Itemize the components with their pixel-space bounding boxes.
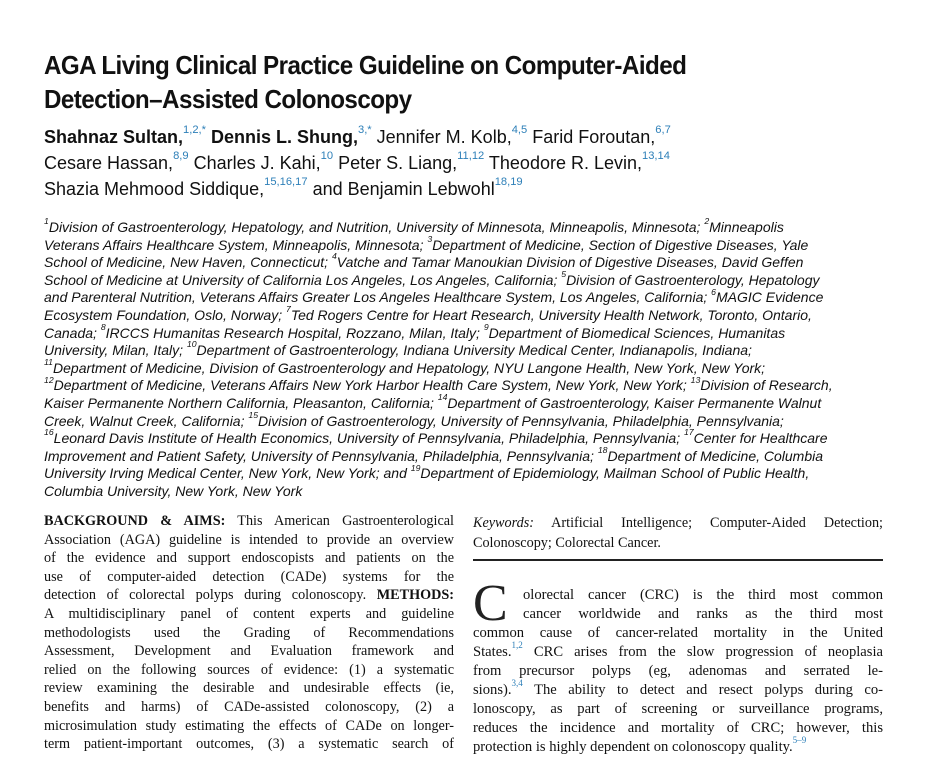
affiliation-line — [44, 233, 929, 255]
affiliation-text: Division of Gastroenterology, Hepatology — [566, 271, 820, 288]
affiliation-line — [44, 268, 929, 290]
affiliation-text: and Parenteral Nutrition, Veterans Affairs Greater Los Angeles Healthcare System, Los Angeles, California; — [44, 289, 712, 306]
affiliation-line — [44, 444, 929, 466]
affiliation-number: 15 — [248, 409, 259, 420]
body-text: lonoscopy, as part of screening or surveillance programs, — [473, 701, 883, 717]
intro-body — [473, 586, 883, 757]
abstract-line: of the evidence and support endoscopists and patients on the — [44, 550, 454, 567]
body-line — [473, 700, 883, 719]
abstract-line: relied on the following sources of evidence: (1) a systematic — [44, 661, 454, 678]
affiliation-text: Ted Rogers Centre for Heart Research, University Health Network, Toronto, Ontario, — [290, 306, 812, 323]
abstract-line: term patient-important outcomes, (3) a systematic search of — [44, 736, 454, 753]
keywords-line: Keywords: Artificial Intelligence; Computer-Aided Detection; — [473, 515, 883, 531]
affiliation-text: Division of Research, — [700, 377, 833, 394]
affiliation-text: Division of Gastroenterology, Hepatology, and Nutrition, University of Minnesota, Minneapolis, Minnesota; — [48, 219, 705, 235]
keywords-label: Keywords: — [473, 515, 534, 531]
body-text: States. — [473, 644, 512, 660]
background-aims-label: BACKGROUND & AIMS: — [44, 513, 226, 529]
body-line — [473, 605, 883, 624]
affiliation-number: 8 — [100, 321, 106, 332]
affiliation-marker: 10 — [320, 150, 334, 163]
abstract-line: benefits and harms) of CADe-assisted colonoscopy, (2) a — [44, 698, 454, 715]
affiliation-number: 6 — [711, 286, 716, 297]
author-name: Charles J. Kahi, — [188, 153, 321, 173]
affiliation-number: 17 — [684, 427, 694, 438]
abstract-line: detection of colorectal polyps during colonoscopy. METHODS: — [44, 587, 454, 604]
affiliation-number: 14 — [437, 392, 448, 403]
affiliation-number: 2 — [704, 216, 710, 227]
affiliation-number: 9 — [483, 321, 489, 332]
affiliation-line — [44, 374, 929, 395]
abstract-line: microsimulation study estimating the effects of CADe on longer- — [44, 717, 454, 734]
abstract-line: Association (AGA) guideline is intended to provide an overview — [44, 531, 454, 548]
affiliation-marker: 1,2,* — [183, 124, 206, 137]
affiliation-line — [44, 321, 929, 343]
affiliation-text: Canada; — [44, 324, 101, 341]
body-text: CRC arises from the slow progression of neoplasia — [522, 644, 883, 660]
affiliation-text: Department of Medicine, Division of Gastroenterology and Hepatology, NYU Langone Health, New York, New York; — [53, 359, 766, 376]
affiliation-text: Leonard Davis Institute of Health Economics, University of Pennsylvania, Philadelphia, Pennsylvania; — [53, 430, 684, 447]
affiliation-text: Vatche and Tamar Manoukian Division of Digestive Diseases, David Geffen — [336, 254, 804, 271]
keywords — [473, 513, 883, 553]
affiliation-marker: 15,16,17 — [264, 176, 308, 189]
affiliation-text: University Irving Medical Center, New York, New York; and — [44, 465, 411, 482]
body-line — [473, 586, 883, 605]
body-line — [473, 734, 883, 757]
affiliation-text: Ecosystem Foundation, Oslo, Norway; — [44, 306, 286, 323]
author-line — [44, 124, 924, 150]
abstract-line: A multidisciplinary panel of content experts and guideline — [44, 605, 454, 622]
author-name: Cesare Hassan, — [44, 153, 174, 173]
affiliation-text: Division of Gastroenterology, University of Pennsylvania, Philadelphia, Pennsylvania; — [258, 412, 784, 429]
body-text: The ability to detect and resect polyps during co- — [522, 682, 883, 698]
affiliation-marker: 8,9 — [173, 150, 189, 163]
body-text: sions). — [473, 682, 512, 698]
abstract-line: use of computer-aided detection (CADe) systems for the — [44, 568, 454, 585]
affiliation-text: Columbia University, New York, New York — [44, 482, 303, 499]
affiliation-line — [44, 286, 929, 307]
abstract-line: review examining the desirable and undesirable effects (ie, — [44, 680, 454, 697]
affiliation-text: Minneapolis — [709, 219, 784, 235]
affiliation-text: Kaiser Permanente Northern California, Pleasanton, California; — [44, 394, 438, 411]
citation-marker: 3,4 — [511, 677, 523, 688]
body-text: cancer worldwide and ranks as the third most — [523, 606, 883, 622]
affiliation-line — [44, 251, 929, 272]
abstract-line: Assessment, Development and Evaluation framework and — [44, 643, 454, 660]
body-line — [473, 639, 883, 662]
author-line — [44, 176, 924, 202]
citation-marker: 5–9 — [792, 734, 807, 745]
affiliation-marker: 6,7 — [655, 124, 671, 137]
affiliation-line — [44, 356, 929, 378]
affiliation-marker: 13,14 — [642, 150, 670, 163]
affiliation-text: Department of Medicine, Section of Digestive Diseases, Yale — [432, 236, 809, 253]
section-divider — [473, 559, 883, 561]
author-name: Jennifer M. Kolb, — [371, 127, 512, 147]
affiliation-text: Center for Healthcare — [693, 430, 828, 447]
author-line — [44, 150, 924, 176]
affiliation-number: 7 — [286, 304, 291, 315]
affiliation-text: Department of Medicine, Veterans Affairs New York Harbor Health Care System, New York, New York; — [53, 377, 691, 394]
methods-label: METHODS: — [376, 587, 454, 604]
affiliation-number: 10 — [186, 339, 197, 350]
affiliation-line — [44, 427, 929, 448]
affiliation-number: 11 — [44, 356, 54, 367]
keywords-line: Colonoscopy; Colorectal Cancer. — [473, 535, 661, 551]
body-text: common cause of cancer-related mortality in the United — [473, 625, 883, 641]
affiliations — [44, 216, 929, 501]
affiliation-line — [44, 339, 929, 360]
body-text: olorectal cancer (CRC) is the third most common — [523, 587, 883, 603]
author-name: Farid Foroutan, — [527, 127, 656, 147]
article-title-line-2: Detection–Assisted Colonoscopy — [44, 84, 412, 114]
affiliation-text: Department of Gastroenterology, Indiana University Medical Center, Indianapolis, Indiana; — [196, 342, 752, 359]
affiliation-text: Creek, Walnut Creek, California; — [44, 412, 249, 429]
body-line — [473, 662, 883, 681]
article-title-line-1: AGA Living Clinical Practice Guideline on Computer-Aided — [44, 50, 687, 80]
affiliation-text: Department of Gastroenterology, Kaiser Permanente Walnut — [447, 394, 822, 411]
affiliation-line — [44, 483, 929, 501]
body-text: reduces the incidence and mortality of CRC; however, this — [473, 720, 883, 736]
drop-cap: C — [473, 575, 508, 632]
affiliation-line — [44, 216, 929, 237]
affiliation-text: MAGIC Evidence — [715, 289, 824, 306]
author-name: Dennis L. Shung, — [205, 127, 358, 147]
author-name: Theodore R. Levin, — [484, 153, 642, 173]
affiliation-marker: 11,12 — [457, 150, 485, 163]
affiliation-text: Veterans Affairs Healthcare System, Minneapolis, Minnesota; — [44, 236, 428, 253]
affiliation-text: IRCCS Humanitas Research Hospital, Rozzano, Milan, Italy; — [105, 324, 484, 341]
affiliation-number: 3 — [427, 233, 433, 244]
affiliation-text: School of Medicine, New Haven, Connecticut; — [44, 254, 332, 271]
affiliation-number: 1 — [44, 216, 49, 227]
abstract — [44, 512, 454, 754]
affiliation-number: 19 — [410, 462, 421, 473]
abstract-line: BACKGROUND & AIMS: This American Gastroenterological — [44, 513, 454, 529]
affiliation-marker: 3,* — [357, 124, 372, 137]
author-list — [44, 124, 924, 202]
affiliation-marker: 4,5 — [511, 124, 528, 137]
author-name: and Benjamin Lebwohl — [307, 179, 495, 199]
affiliation-number: 18 — [597, 444, 608, 455]
affiliation-text: Department of Epidemiology, Mailman School of Public Health, — [420, 465, 810, 482]
affiliation-number: 5 — [561, 268, 567, 279]
affiliation-line — [44, 409, 929, 431]
body-text: from precursor polyps (eg, adenomas and serrated le- — [473, 663, 883, 679]
author-name: Peter S. Liang, — [333, 153, 458, 173]
affiliation-text: Department of Biomedical Sciences, Humanitas — [488, 324, 786, 341]
affiliation-line — [44, 462, 929, 483]
affiliation-text: Department of Medicine, Columbia — [607, 447, 824, 464]
author-name: Shahnaz Sultan, — [44, 127, 184, 147]
body-line — [473, 719, 883, 738]
body-line — [473, 677, 883, 700]
article-title — [44, 48, 844, 116]
affiliation-line — [44, 392, 929, 413]
author-name: Shazia Mehmood Siddique, — [44, 179, 265, 199]
affiliation-text: School of Medicine at University of California Los Angeles, Los Angeles, California; — [44, 271, 562, 288]
body-text: protection is highly dependent on colonoscopy quality. — [473, 739, 793, 755]
affiliation-number: 4 — [331, 251, 337, 262]
affiliation-number: 12 — [44, 374, 54, 385]
affiliation-marker: 18,19 — [494, 176, 523, 189]
affiliation-number: 13 — [690, 374, 701, 385]
citation-marker: 1,2 — [511, 639, 523, 650]
body-line — [473, 624, 883, 643]
affiliation-text: Improvement and Patient Safety, University of Pennsylvania, Philadelphia, Pennsylvania; — [44, 447, 598, 464]
abstract-line: methodologists used the Grading of Recommendations — [44, 624, 454, 641]
affiliation-text: University, Milan, Italy; — [44, 342, 187, 359]
affiliation-number: 16 — [44, 427, 54, 438]
